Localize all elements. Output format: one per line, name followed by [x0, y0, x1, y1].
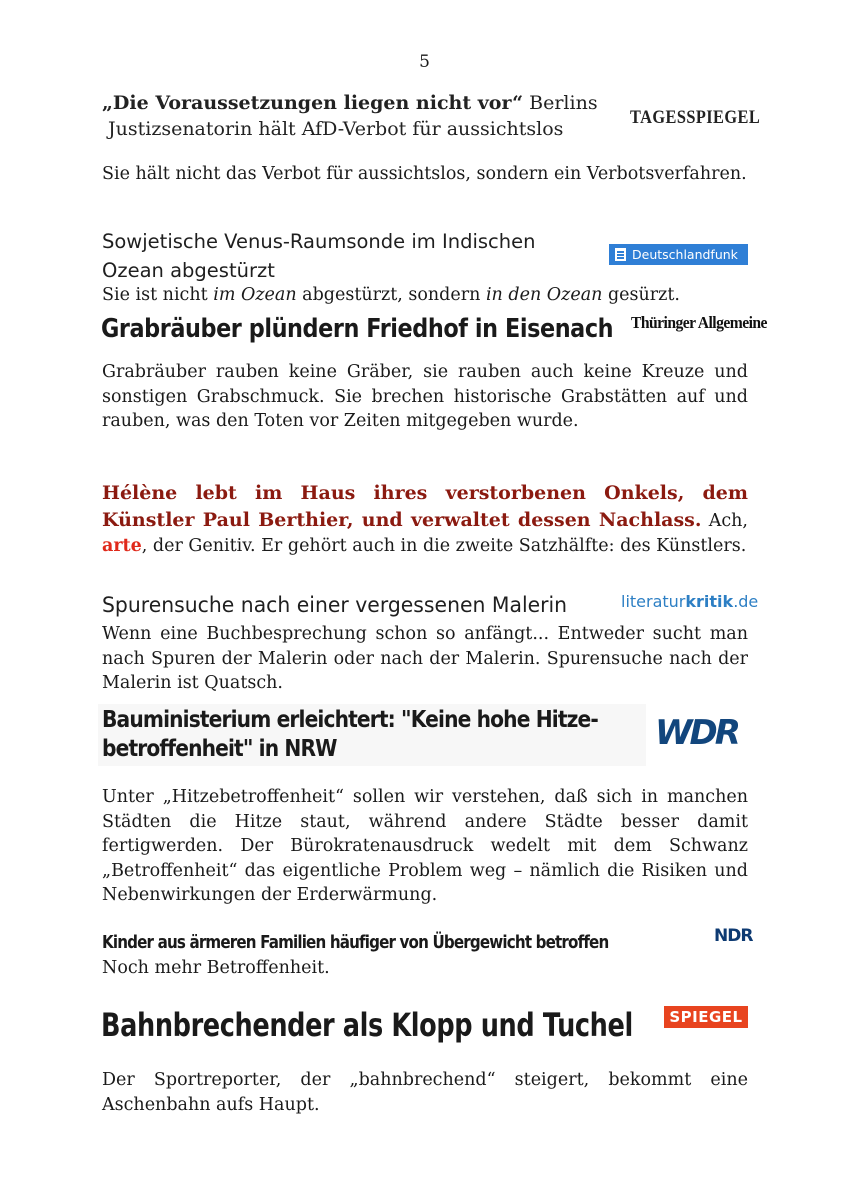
headline-line-2: betroffenheit" in NRW	[102, 736, 337, 762]
comment-6: Unter „Hitzebetroffenheit“ sollen wir verstehen, daß sich in manchen Städten die Hitze staut, während andere Städte besser damit fertigwerden. Der Bürokratenausdruck wedelt mit dem Schwanz „Betroffenheit“ das eigentliche Problem weg – nämlich die Risiken und Nebenwirkungen der Erderwärmung.	[102, 787, 748, 905]
headline-text: Berlins	[523, 92, 598, 114]
page-number: 5	[419, 52, 430, 72]
headline-literaturkritik: Spurensuche nach einer vergessenen Malerin	[102, 593, 568, 617]
comment-2: Sie ist nicht im Ozean abgestürzt, sondern in den Ozean gesürzt.	[102, 285, 680, 305]
document-icon	[615, 248, 626, 261]
headline-tagesspiegel	[102, 90, 612, 142]
headline-wdr	[102, 706, 598, 764]
wdr-logo: WDR	[655, 713, 738, 753]
headline-spiegel: Bahnbrechender als Klopp und Tuchel	[101, 1006, 633, 1044]
headline-line-2: Justizsenatorin hält AfD-Verbot für aussichtslos	[108, 118, 564, 140]
comment-1: Sie hält nicht das Verbot für aussichtslos, sondern ein Verbotsverfahren.	[102, 164, 747, 184]
quote-text: Hélène lebt im Haus ihres verstorbenen Onkels, dem Künstler Paul Berthier, und verwaltet dessen Nachlass.	[102, 482, 748, 531]
literaturkritik-logo: literaturkritik.de	[621, 592, 759, 611]
headline-ndr: Kinder aus ärmeren Familien häufiger von Übergewicht betroffen	[102, 932, 609, 953]
headline-line-2: Ozean abgestürzt	[102, 259, 275, 282]
spiegel-logo: SPIEGEL	[664, 1006, 748, 1028]
headline-line-1: Sowjetische Venus-Raumsonde im Indischen	[102, 230, 536, 253]
comment-7: Noch mehr Betroffenheit.	[102, 958, 330, 978]
headline-line-1: Bauministerium erleichtert: "Keine hohe Hitze-	[102, 707, 598, 733]
comment-5: Wenn eine Buchbesprechung schon so anfängt... Entweder sucht man nach Spuren der Malerin oder nach der Malerin. Spurensuche nach der Malerin ist Quatsch.	[102, 624, 748, 693]
deutschlandfunk-logo	[609, 244, 748, 265]
tagesspiegel-logo: TAGESSPIEGEL	[630, 107, 761, 128]
headline-deutschlandfunk	[102, 227, 535, 285]
deutschlandfunk-logo-text: Deutschlandfunk	[632, 247, 738, 262]
headline-thueringer: Grabräuber plündern Friedhof in Eisenach	[101, 314, 614, 344]
headline-quote: „Die Voraussetzungen liegen nicht vor“	[102, 92, 524, 114]
comment-3: Grabräuber rauben keine Gräber, sie rauben auch keine Kreuze und sonstigen Grabschmuck. Sie brechen historische Grabstätten auf und rauben, was den Toten vor Zeiten mitgegeben wurde.	[102, 362, 748, 431]
comment-4: Hélène lebt im Haus ihres verstorbenen Onkels, dem Künstler Paul Berthier, und verwaltet dessen Nachlass. Ach, arte, der Genitiv. Er gehört auch in die zweite Satzhälfte: des Künstlers.	[102, 482, 748, 556]
arte-highlight: arte	[102, 536, 142, 556]
comment-8: Der Sportreporter, der „bahnbrechend“ steigert, bekommt eine Aschenbahn aufs Haupt.	[102, 1070, 748, 1115]
ndr-logo: NDR	[714, 926, 753, 946]
thueringer-allgemeine-logo: Thüringer Allgemeine	[631, 313, 767, 332]
